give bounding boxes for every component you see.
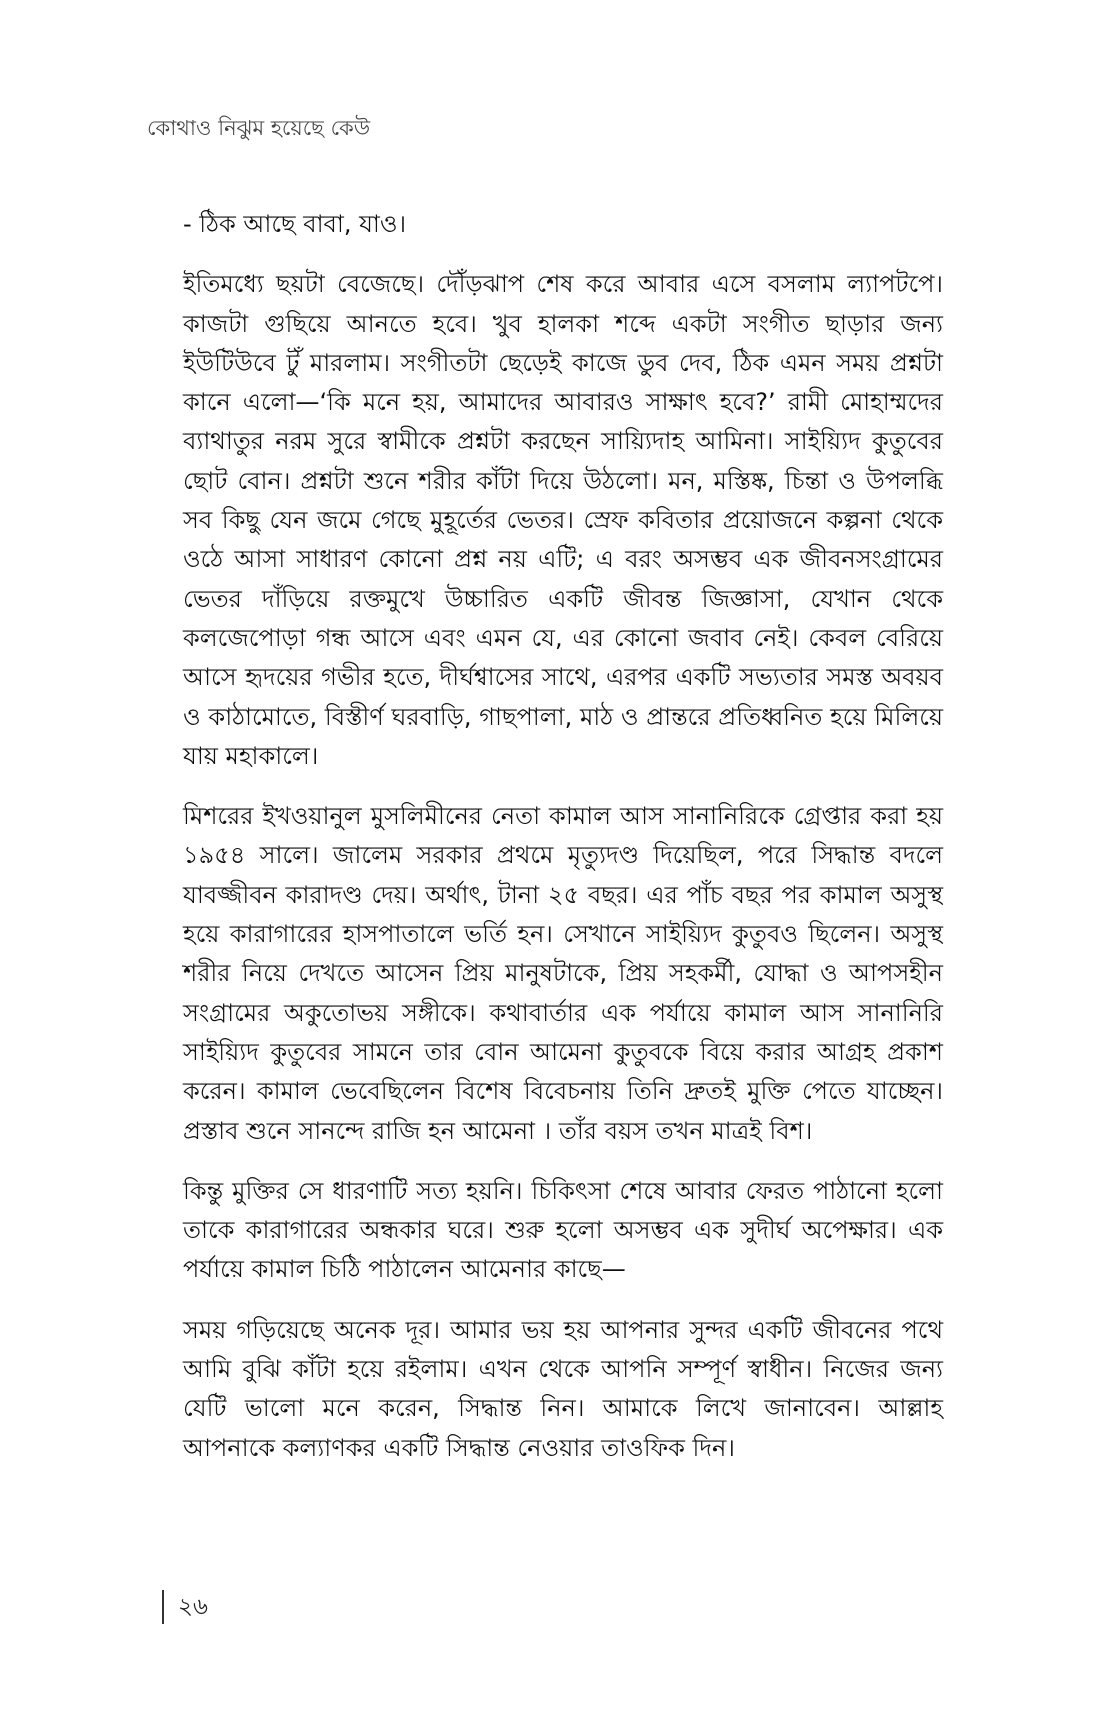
paragraph: ইতিমধ্যে ছয়টা বেজেছে। দৌঁড়ঝাপ শেষ করে আবার এসে বসলাম ল্যাপটপে। কাজটা গুছিয়ে আনতে হবে। খুব হালকা শব্দে একটা সংগীত ছাড়ার জন্য ইউটিউবে টুঁ মারলাম। সংগীতটা ছেড়েই কাজে ডুব দেব, ঠিক এমন সময় প্রশ্নটা কানে এলো—‘কি মনে হয়, আমাদের আবারও সাক্ষাৎ হবে?’ রামী মোহাম্মদের ব্যাথাতুর নরম সুরে স্বামীকে প্রশ্নটা করছেন সায়্যিদাহ আমিনা। সাইয়্যিদ কুতুবের ছোট বোন। প্রশ্নটা শুনে শরীর কাঁটা দিয়ে উঠলো। মন, মস্তিষ্ক, চিন্তা ও উপলব্ধি সব কিছু যেন জমে গেছে মুহূর্তের ভেতর। স্রেফ কবিতার প্রয়োজনে কল্পনা থেকে ওঠে আসা সাধারণ কোনো প্রশ্ন নয় এটি; এ বরং অসম্ভব এক জীবনসংগ্রামের ভেতর দাঁড়িয়ে রক্তমুখে উচ্চারিত একটি জীবন্ত জিজ্ঞাসা, যেখান থেকে কলজেপোড়া গন্ধ আসে এবং এমন যে, এর কোনো জবাব নেই। কেবল বেরিয়ে আসে হৃদয়ের গভীর হতে, দীর্ঘশ্বাসের সাথে, এরপর একটি সভ্যতার সমস্ত অবয়ব ও কাঠামোতে, বিস্তীর্ণ ঘরবাড়ি, গাছপালা, মাঠ ও প্রান্তরে প্রতিধ্বনিত হয়ে মিলিয়ে যায় মহাকালে।	[183, 270, 943, 770]
paragraph: কিন্তু মুক্তির সে ধারণাটি সত্য হয়নি। চিকিৎসা শেষে আবার ফেরত পাঠানো হলো তাকে কারাগারের অন্ধকার ঘরে। শুরু হলো অসম্ভব এক সুদীর্ঘ অপেক্ষার। এক পর্যায়ে কামাল চিঠি পাঠালেন আমেনার কাছে—	[183, 1176, 943, 1284]
body-text	[183, 205, 943, 1489]
paragraph-letter: সময় গড়িয়েছে অনেক দূর। আমার ভয় হয় আপনার সুন্দর একটি জীবনের পথে আমি বুঝি কাঁটা হয়ে রইলাম। এখন থেকে আপনি সম্পূর্ণ স্বাধীন। নিজের জন্য যেটি ভালো মনে করেন, সিদ্ধান্ত নিন। আমাকে লিখে জানাবেন। আল্লাহ আপনাকে কল্যাণকর একটি সিদ্ধান্ত নেওয়ার তাওফিক দিন।	[183, 1315, 943, 1462]
paragraph-dialogue: - ঠিক আছে বাবা, যাও।	[183, 210, 407, 238]
paragraph: মিশরের ইখওয়ানুল মুসলিমীনের নেতা কামাল আস সানানিরিকে গ্রেপ্তার করা হয় ১৯৫৪ সালে। জালেম সরকার প্রথমে মৃত্যুদণ্ড দিয়েছিল, পরে সিদ্ধান্ত বদলে যাবজ্জীবন কারাদণ্ড দেয়। অর্থাৎ, টানা ২৫ বছর। এর পাঁচ বছর পর কামাল অসুস্থ হয়ে কারাগারের হাসপাতালে ভর্তি হন। সেখানে সাইয়্যিদ কুতুবও ছিলেন। অসুস্থ শরীর নিয়ে দেখতে আসেন প্রিয় মানুষটাকে, প্রিয় সহকর্মী, যোদ্ধা ও আপসহীন সংগ্রামের অকুতোভয় সঙ্গীকে। কথাবার্তার এক পর্যায়ে কামাল আস সানানিরি সাইয়্যিদ কুতুবের সামনে তার বোন আমেনা কুতুবকে বিয়ে করার আগ্রহ প্রকাশ করেন। কামাল ভেবেছিলেন বিশেষ বিবেচনায় তিনি দ্রুতই মুক্তি পেতে যাচ্ছেন। প্রস্তাব শুনে সানন্দে রাজি হন আমেনা । তাঁর বয়স তখন মাত্রই বিশ।	[183, 802, 943, 1145]
page-number: ২৬	[162, 1590, 208, 1624]
running-header: কোথাও নিঝুম হয়েছে কেউ	[147, 116, 371, 140]
